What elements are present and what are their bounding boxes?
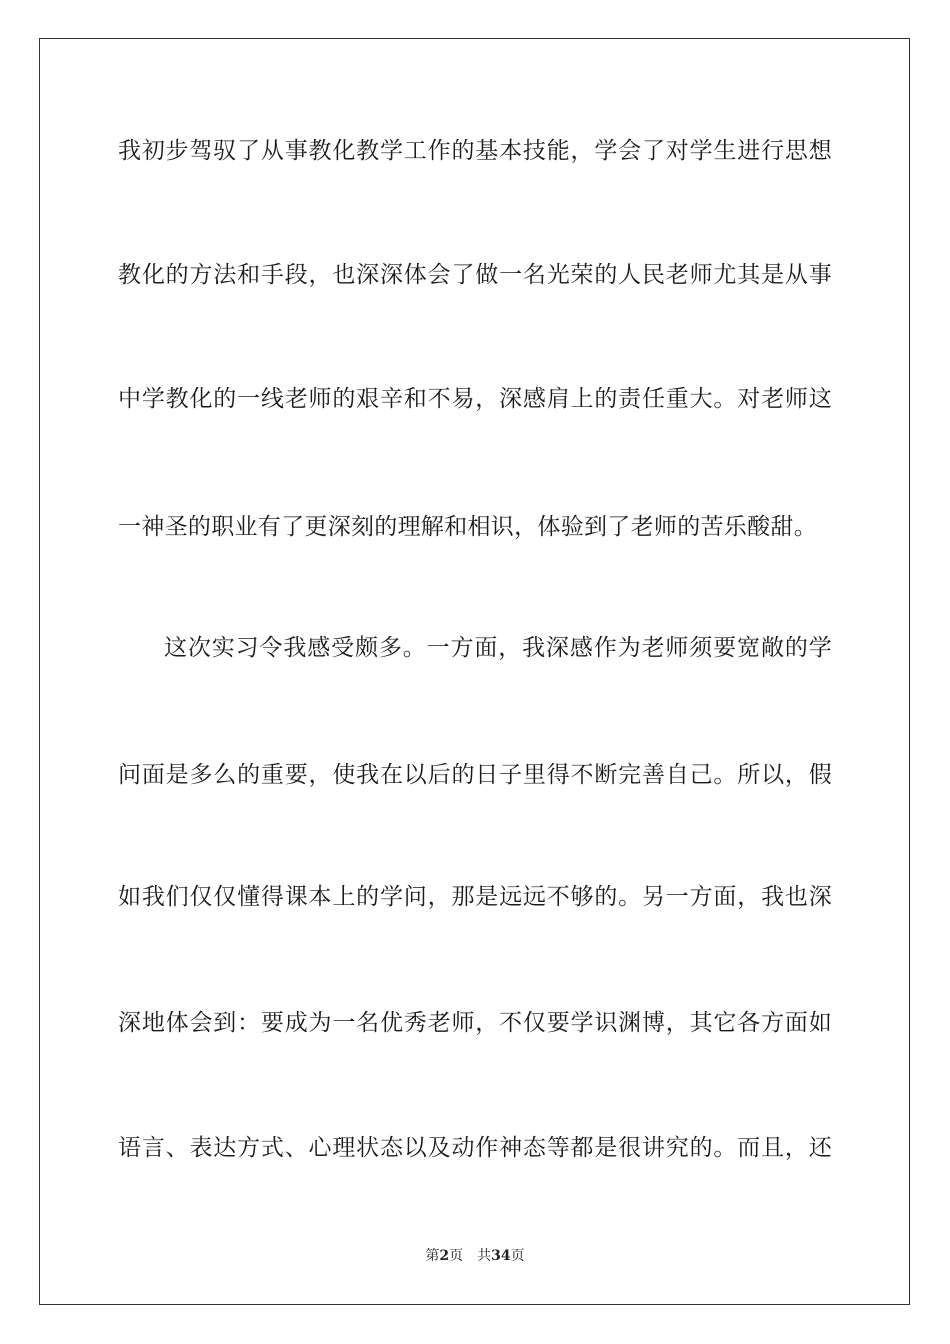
paragraph-line: 我初步驾驭了从事教化教学工作的基本技能，学会了对学生进行思想 bbox=[118, 138, 832, 164]
page-number: 2 bbox=[439, 1248, 450, 1264]
paragraph-line: 一神圣的职业有了更深刻的理解和相识，体验到了老师的苦乐酸甜。 bbox=[118, 514, 817, 540]
paragraph-line: 语言、表达方式、心理状态以及动作神态等都是很讲究的。而且，还 bbox=[118, 1135, 832, 1161]
paragraph-line: 教化的方法和手段，也深深体会了做一名光荣的人民老师尤其是从事 bbox=[118, 262, 832, 288]
paragraph-line: 如我们仅仅懂得课本上的学问，那是远远不够的。另一方面，我也深 bbox=[118, 884, 832, 910]
page-number-suffix: 页 bbox=[449, 1248, 464, 1264]
paragraph-line: 这次实习令我感受颇多。一方面，我深感作为老师须要宽敞的学 bbox=[164, 635, 832, 661]
page-number-prefix: 第 bbox=[425, 1248, 440, 1264]
total-pages: 34 bbox=[491, 1248, 511, 1264]
page-footer bbox=[0, 1246, 950, 1266]
total-pages-prefix: 共 bbox=[477, 1248, 492, 1264]
page-border bbox=[39, 38, 910, 1305]
total-pages-suffix: 页 bbox=[510, 1248, 525, 1264]
paragraph-line: 问面是多么的重要，使我在以后的日子里得不断完善自己。所以，假 bbox=[118, 762, 832, 788]
paragraph-line: 深地体会到：要成为一名优秀老师，不仅要学识渊博，其它各方面如 bbox=[118, 1010, 832, 1036]
paragraph-line: 中学教化的一线老师的艰辛和不易，深感肩上的责任重大。对老师这 bbox=[118, 386, 832, 412]
